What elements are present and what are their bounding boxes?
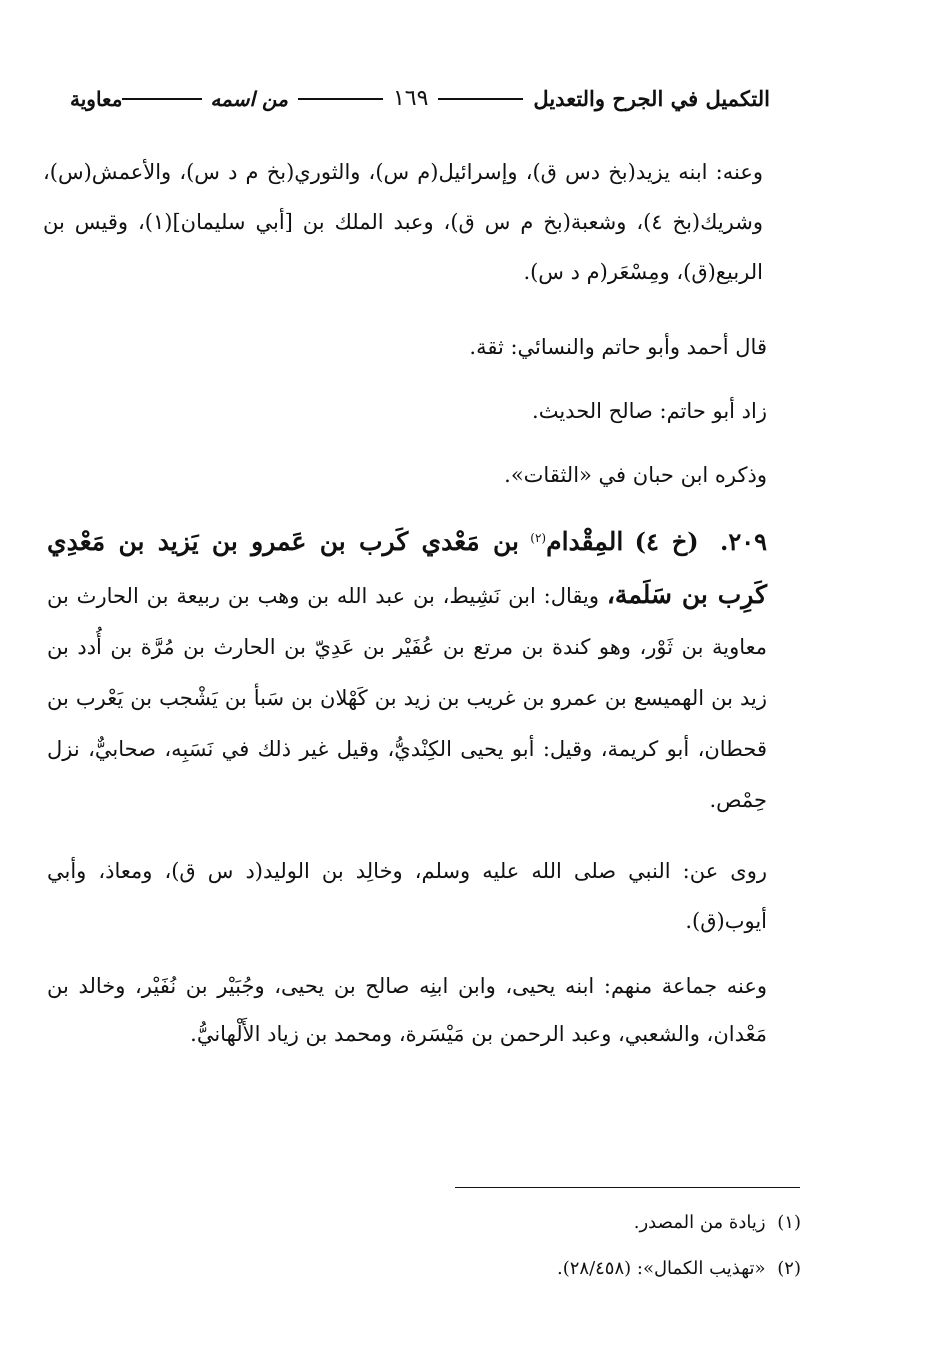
paragraph-abu-hatim: زاد أبو حاتم: صالح الحديث. (532, 399, 767, 423)
footnote-number: (٢) (777, 1258, 801, 1279)
paragraph-narrators: وعنه جماعة منهم: ابنه يحيى، وابن ابنِه صالح بن يحيى، وجُبَيْر بن نُفَيْر، وخالد بن مَعْدان، والشعبي، وعبد الرحمن بن مَيْسَرة، ومحمد بن زياد الأَلْهانيُّ. (47, 974, 767, 1046)
footnotes (101, 1200, 801, 1292)
entry-name: المِقْدام (546, 527, 624, 556)
footnote-separator (455, 1187, 800, 1188)
footnote-1 (101, 1200, 801, 1246)
entry-text: ويقال: ابن نَشِيط، بن عبد الله بن وهب بن ربيعة بن الحارث بن معاوية بن ثَوْر، وهو كندة بن مرتع بن عُفَيْر بن عَدِيّ بن الحارث بن مُرَّة بن أُدد بن زيد بن الهميسع بن عمرو بن غريب بن زيد بن كَهْلان بن سَبأ بن يَشْجب بن يَعْرب بن قحطان، أبو كريمة، وقيل: أبو يحيى الكِنْديُّ، وقيل غير ذلك في نَسَبِه، صحابيٌّ، نزل حِمْص. (47, 584, 767, 812)
paragraph-narrated-from: روى عن: النبي صلى الله عليه وسلم، وخالِد بن الوليد(د س ق)، ومعاذ، وأبي أيوب(ق). (47, 859, 767, 933)
header-rule-3 (122, 98, 202, 100)
paragraph-tawthiq: قال أحمد وأبو حاتم والنسائي: ثقة. (469, 335, 767, 359)
running-head-end: معاوية (70, 86, 123, 111)
entry-number: ٢٠٩. (719, 527, 767, 556)
footnote-text: زيادة من المصدر. (633, 1212, 766, 1233)
biography-entry (47, 513, 767, 826)
header-rule (438, 98, 523, 100)
footnote-2 (101, 1246, 801, 1292)
book-title: التكميل في الجرح والتعديل (533, 86, 770, 111)
page-number: ١٦٩ (392, 86, 429, 111)
header-rule-2 (298, 98, 383, 100)
running-head-start: من اسمه (210, 86, 288, 111)
entry-rumuz: (خ ٤) (634, 527, 699, 556)
footnote-number: (١) (777, 1212, 801, 1233)
footnote-ref: (٢) (530, 531, 547, 545)
entry-name-lineage: بن مَعْدي كَرب بن عَمرو بن يَزيد بن مَعْدِي كَرِب بن سَلَمة، (47, 527, 767, 609)
footnote-text: «تهذيب الكمال»: (٢٨/٤٥٨). (556, 1258, 766, 1279)
paragraph-students: وعنه: ابنه يزيد(بخ دس ق)، وإسرائيل(م س)، والثوري(بخ م د س)، والأعمش(س)، وشريك(بخ ٤)، وشعبة(بخ م س ق)، وعبد الملك بن [أبي سليمان](١)، وقيس بن الربيع(ق)، ومِسْعَر(م د س). (43, 160, 763, 284)
paragraph-ibn-hibban: وذكره ابن حبان في «الثقات». (504, 463, 767, 487)
page-header (70, 86, 770, 111)
